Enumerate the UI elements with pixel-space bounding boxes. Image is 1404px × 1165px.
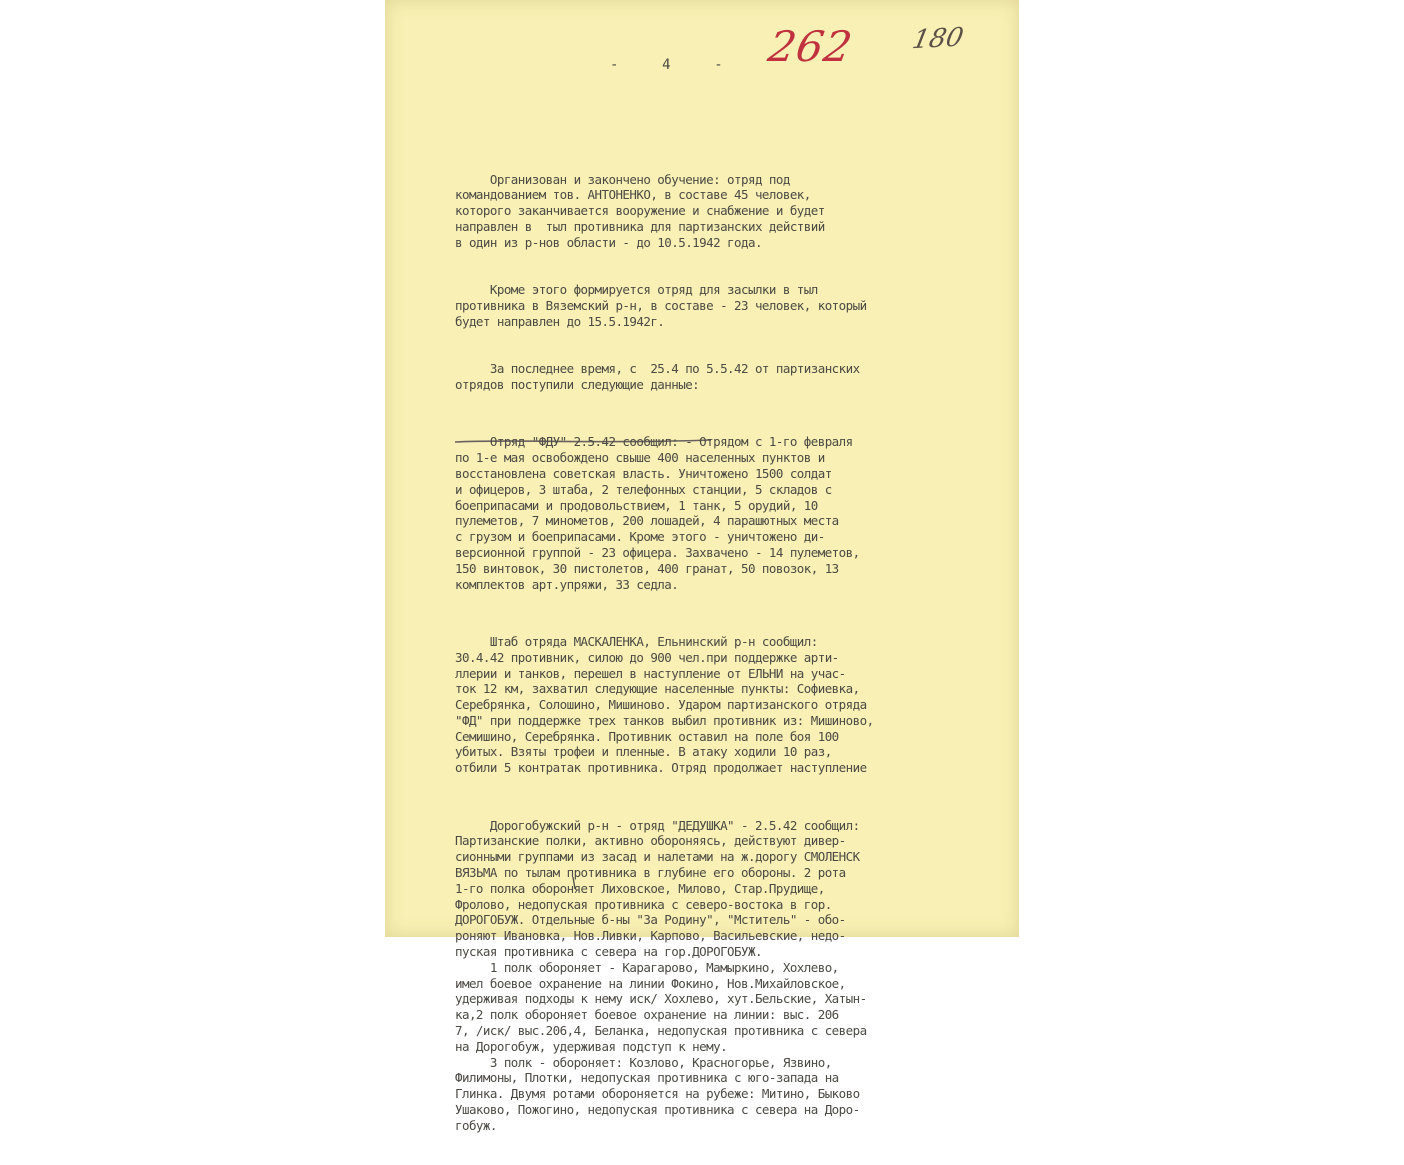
paragraph-fdu-report: Отряд "ФДУ" 2.5.42 сообщил: - Отрядом с 1-го февраля по 1-е мая освобождено свыше 400 населенных пунктов и восстановлена советская власть. Уничтожено 1500 солдат и офицеров, 3 штаба, 2 телефонных станции, 5 складов с боеприпасами и продовольствием, 1 танк, 5 орудий, 10 пулеметов, 7 минометов, 200 лошадей, 4 парашютных места с грузом и боеприпасами. Кроме этого - уничтожено ди- версионной группой - 23 офицера. Захвачено - 14 пулеметов, 150 винтовок, 30 пистолетов, 400 гранат, 50 повозок, 13 комплектов арт.упряжи, 33 седла.	[455, 434, 860, 592]
paragraph-dedushka-report: Дорогобужский р-н - отряд "ДЕДУШКА" - 2.5.42 сообщил: Партизанские полки, активно обороняясь, действуют дивер- сионными группами из засад и налетами на ж.дорогу СМОЛЕНСК ВЯЗЬМА по тылам противника в глубине его обороны. 2 рота 1-го полка обороняет Лиховское, Милово, Стар.Прудище, Фролово, недопуская противника с северо-востока в гор. ДОРОГОБУЖ. Отдельные б-ны "За Родину", "Мститель" - обо- роняют Ивановка, Нов.Ливки, Карпово, Васильевские, недо- пуская противника с севера на гор.ДОРОГОБУЖ. 1 полк обороняет - Карагарово, Мамыркино, Хохлево, имел боевое охранение на линии Фокино, Нов.Михайловское, удерживая подходы к нему иск/ Хохлево, хут.Бельские, Хатын- ка,2 полк обороняет боевое охранение на линии: выс. 206 7, /иск/ выс.206,4, Беланка, недопуская противника с севера на Дорогобуж, удерживая подступ к нему. 3 полк - обороняет: Козлово, Красногорье, Язвино, Филимоны, Плотки, недопуская противника с юго-запада на Глинка. Двумя ротами обороняется на рубеже: Митино, Быково Ушаково, Пожогино, недопуская противника с севера на Доро- гобуж.	[455, 817, 867, 1133]
paragraph-vyazma-detachment: Кроме этого формируется отряд для засылки в тыл противника в Вяземский р-н, в составе - 23 человек, который будет направлен до 15.5.1942г.	[455, 282, 867, 329]
document-body	[455, 140, 1025, 1165]
page-number: - 4 -	[610, 57, 725, 73]
paragraph-reports-intro: За последнее время, с 25.4 по 5.5.42 от партизанских отрядов поступили следующие данные:	[455, 361, 860, 392]
archive-page-number-dark: 180	[909, 22, 966, 56]
paragraph-maskalenka-report: Штаб отряда МАСКАЛЕНКА, Ельнинский р-н сообщил: 30.4.42 противник, силою до 900 чел.при поддержке арти- ллерии и танков, перешел в наступление от ЕЛЬНИ на учас- ток 12 км, захватил следующие населенные пункты: Софиевка, Серебрянка, Солошино, Мишиново. Ударом партизанского отряда "ФД" при поддержке трех танков выбил противник из: Мишиново, Семишино, Серебрянка. Противник оставил на поле боя 100 убитых. Взяты трофеи и пленные. В атаку ходили 10 раз, отбили 5 контратак противника. Отряд продолжает наступление	[455, 633, 874, 776]
archive-page-number-red: 262	[764, 22, 857, 71]
paragraph-training: Организован и закончено обучение: отряд под командованием тов. АНТОНЕНКО, в составе 45 человек, которого заканчивается вооружение и снабжение и будет направлен в тыл противника для партизанских действий в один из р-нов области - до 10.5.1942 года.	[455, 171, 825, 250]
document-page	[385, 0, 1019, 1133]
